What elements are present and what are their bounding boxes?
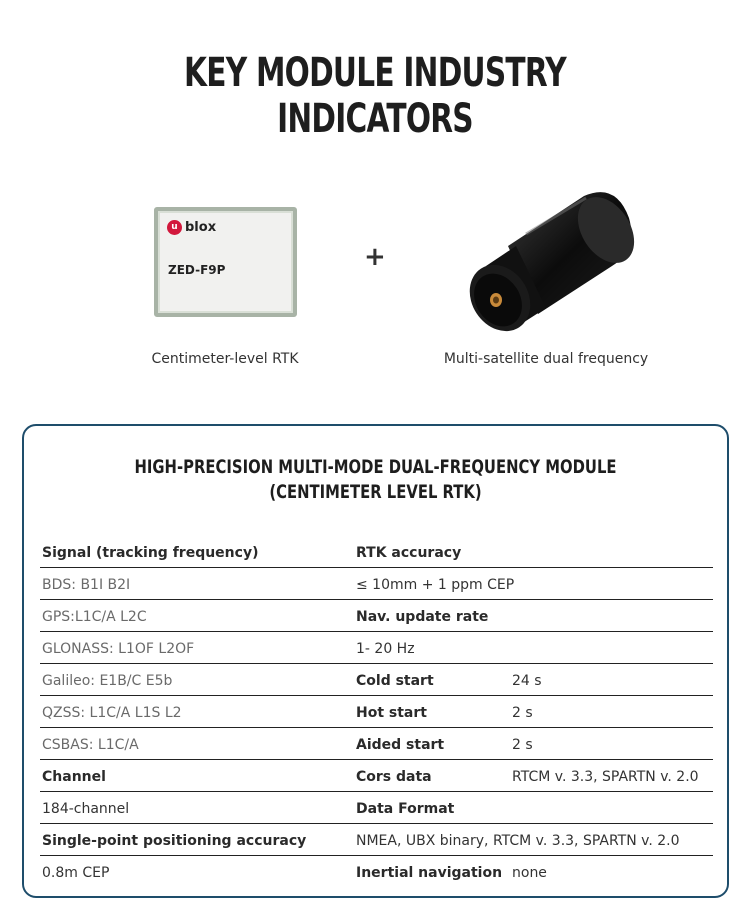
- page-title: KEY MODULE INDUSTRY INDICATORS: [184, 50, 566, 142]
- spec-value: GPS:L1C/A L2C: [42, 609, 147, 625]
- spec-card-title-line2: (CENTIMETER LEVEL RTK): [269, 481, 482, 503]
- spec-label: Inertial navigation: [356, 865, 503, 881]
- spec-label: Hot start: [356, 705, 427, 721]
- spec-label: RTK accuracy: [356, 545, 462, 561]
- spec-value: RTCM v. 3.3, SPARTN v. 2.0: [512, 769, 699, 785]
- spec-row: [40, 856, 713, 888]
- spec-label: Signal (tracking frequency): [42, 545, 259, 561]
- spec-value: 2 s: [512, 737, 533, 753]
- spec-row: [40, 728, 713, 760]
- ublox-logo: [167, 220, 216, 235]
- antenna-image: [466, 188, 636, 338]
- spec-value: ≤ 10mm + 1 ppm CEP: [356, 577, 515, 593]
- spec-label: Nav. update rate: [356, 609, 489, 625]
- spec-value: BDS: B1I B2I: [42, 577, 131, 593]
- spec-label: Channel: [42, 769, 106, 785]
- spec-card-title: [101, 455, 649, 505]
- ublox-logo-mark: u: [167, 220, 182, 235]
- spec-label: Aided start: [356, 737, 445, 753]
- spec-card-title-line1: HIGH-PRECISION MULTI-MODE DUAL-FREQUENCY MODULE: [134, 456, 617, 478]
- spec-value: 2 s: [512, 705, 533, 721]
- spec-row: [40, 600, 713, 632]
- antenna-caption: Multi-satellite dual frequency: [443, 351, 649, 367]
- chip-model-label: ZED-F9P: [168, 263, 226, 277]
- spec-row: [40, 568, 713, 600]
- spec-row: [40, 824, 713, 856]
- module-caption: Centimeter-level RTK: [151, 351, 299, 367]
- spec-value: QZSS: L1C/A L1S L2: [42, 705, 182, 721]
- spec-label: Single-point positioning accuracy: [42, 833, 307, 849]
- spec-value: GLONASS: L1OF L2OF: [42, 641, 195, 657]
- spec-label: Cold start: [356, 673, 434, 689]
- spec-row: [40, 536, 713, 568]
- spec-row: [40, 664, 713, 696]
- spec-value: CSBAS: L1C/A: [42, 737, 139, 753]
- spec-value: 0.8m CEP: [42, 865, 110, 881]
- spec-row: [40, 696, 713, 728]
- spec-card: [22, 424, 729, 898]
- spec-row: [40, 760, 713, 792]
- spec-value: none: [512, 865, 547, 881]
- spec-value: NMEA, UBX binary, RTCM v. 3.3, SPARTN v. 2.0: [356, 833, 680, 849]
- spec-row: [40, 792, 713, 824]
- ublox-logo-text: blox: [185, 220, 217, 235]
- spec-value: Galileo: E1B/C E5b: [42, 673, 173, 689]
- spec-value: 1- 20 Hz: [356, 641, 415, 657]
- spec-label: Data Format: [356, 801, 455, 817]
- gnss-module-image: [154, 207, 297, 317]
- spec-value: 184-channel: [42, 801, 130, 817]
- spec-value: 24 s: [512, 673, 542, 689]
- spec-row: [40, 632, 713, 664]
- plus-sign: +: [364, 242, 386, 272]
- spec-label: Cors data: [356, 769, 432, 785]
